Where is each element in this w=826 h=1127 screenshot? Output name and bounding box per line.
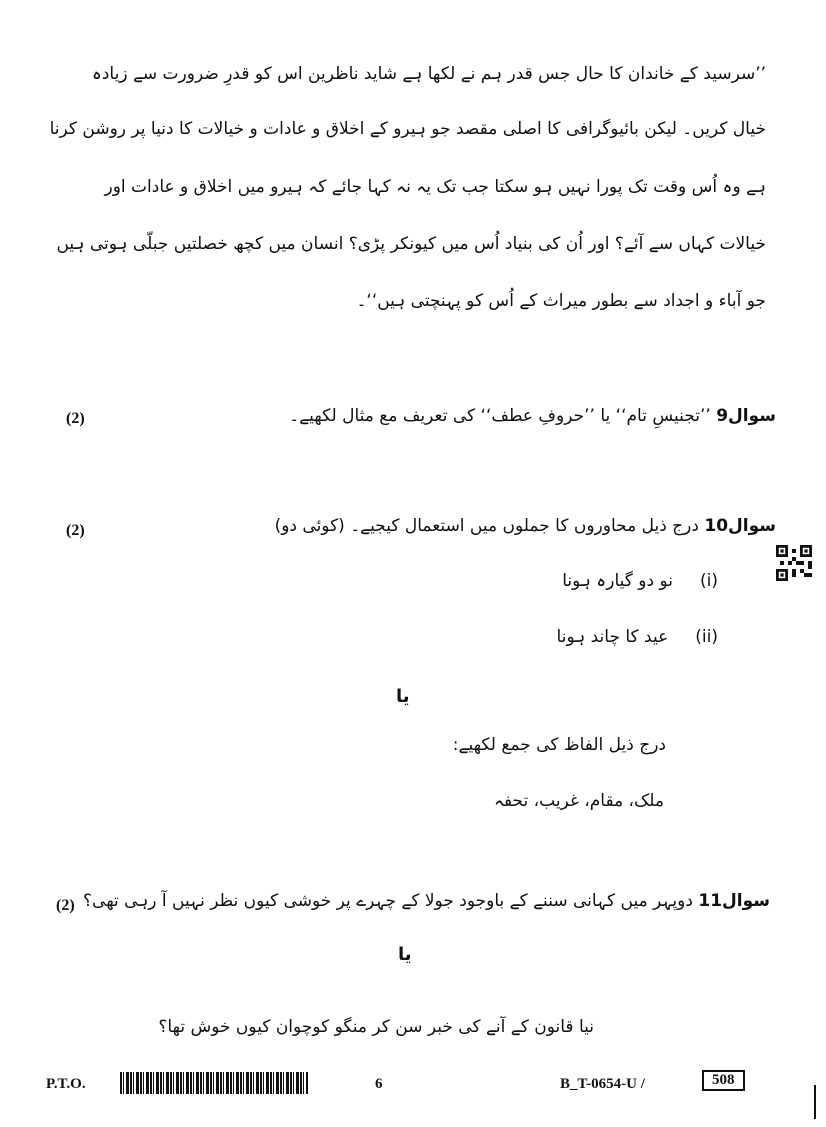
q11-alt: نیا قانون کے آنے کی خبر سن کر منگو کوچوان کیوں خوش تھا؟ [158, 1017, 594, 1037]
q10-text: درج ذیل محاوروں کا جملوں میں استعمال کیجیے۔ (کوئی دو) [274, 516, 699, 536]
q10-alt-instruction: درج ذیل الفاظ کی جمع لکھیے: [452, 735, 666, 755]
passage-line: ہے وہ اُس وقت تک پورا نہیں ہو سکتا جب تک یہ نہ کہا جائے کہ ہیرو میں اخلاق و عادات اور [104, 177, 766, 197]
barcode-icon [120, 1072, 308, 1094]
option-text: نو دو گیارہ ہونا [562, 571, 673, 591]
qr-code-icon [776, 545, 812, 581]
passage-line: جو آباء و اجداد سے بطور میراث کے اُس کو پہنچتی ہیں‘‘۔ [356, 291, 766, 311]
q11 [83, 890, 770, 911]
option-text: عید کا چاند ہونا [556, 627, 669, 647]
edge-mark [814, 1085, 816, 1119]
q9-label: سوال9 [716, 406, 776, 426]
page-number: 6 [375, 1076, 383, 1092]
pto-label: P.T.O. [46, 1076, 86, 1092]
q11-marks: (2) [56, 897, 75, 914]
q11-label: سوال11 [698, 891, 770, 911]
q9 [289, 405, 776, 426]
passage-line: خیالات کہاں سے آئے؟ اور اُن کی بنیاد اُس میں کیونکر پڑی؟ انسان میں کچھ خصلتیں جبلّی ہوتی ہیں [56, 234, 766, 254]
or-separator: یا [398, 944, 412, 965]
q9-marks: (2) [66, 410, 85, 427]
q10 [275, 515, 776, 536]
or-separator: یا [396, 686, 410, 707]
passage-line: ’’سرسید کے خاندان کا حال جس قدر ہم نے لکھا ہے شاید ناظرین اس کو قدرِ ضرورت سے زیادہ [91, 64, 766, 84]
q10-alt-words: ملک، مقام، غریب، تحفہ [494, 791, 664, 811]
option-number: (ii) [695, 627, 718, 647]
q11-text: دوپہر میں کہانی سننے کے باوجود جولا کے چہرے پر خوشی کیوں نظر نہیں آ رہی تھی؟ [83, 891, 693, 911]
passage-line: خیال کریں۔ لیکن بائیوگرافی کا اصلی مقصد جو ہیرو کے اخلاق و عادات و خیالات کا دنیا پر روشن کرنا [49, 119, 766, 139]
q10-option-1 [562, 570, 718, 591]
q9-text: ’’تجنیسِ تام‘‘ یا ’’حروفِ عطف‘‘ کی تعریف مع مثال لکھیے۔ [289, 406, 711, 426]
option-number: (i) [699, 571, 718, 591]
q10-marks: (2) [66, 522, 85, 539]
q10-label: سوال10 [704, 516, 776, 536]
q10-option-2 [557, 626, 718, 647]
paper-code: B_T-0654-U / [560, 1076, 645, 1092]
paper-box-number: 508 [702, 1070, 745, 1091]
